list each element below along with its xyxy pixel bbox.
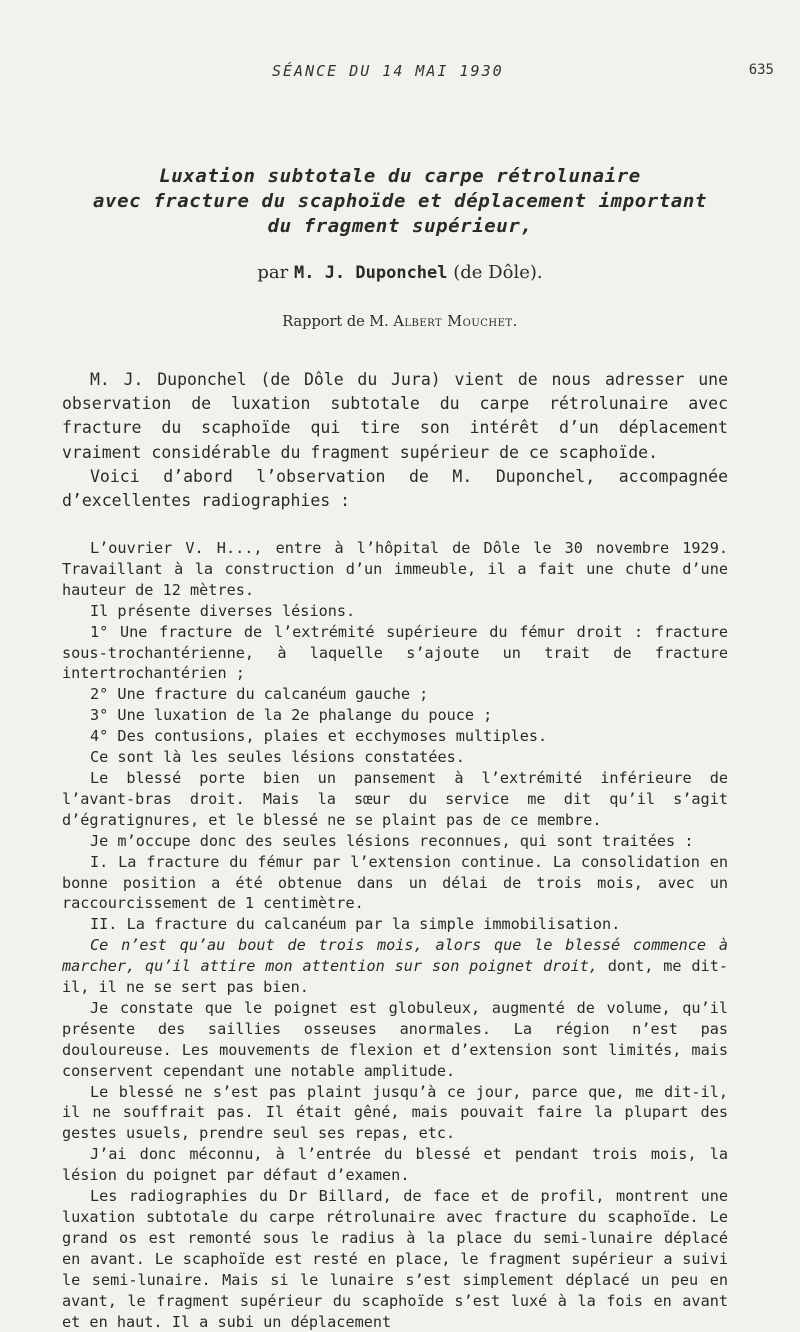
- case-paragraph: Le blessé porte bien un pansement à l’extrémité inférieure de l’avant-bras droit. Mais la sœur du service me dit qu’il s’agit d’égratignures, et le blessé ne se plaint pas de ce membre.: [62, 768, 728, 829]
- case-paragraph-italic: [62, 935, 728, 998]
- byline: [0, 262, 800, 283]
- running-head: [0, 62, 800, 86]
- running-head-title: SÉANCE DU 14 MAI 1930: [272, 62, 504, 80]
- intro-paragraph: Voici d’abord l’observation de M. Duponchel, accompagnée d’excellentes radiographies :: [62, 466, 728, 511]
- case-paragraph: Ce sont là les seules lésions constatées.: [90, 748, 465, 767]
- reporter-name: Albert Mouchet.: [393, 314, 518, 330]
- title-line: Luxation subtotale du carpe rétrolunaire: [159, 165, 641, 187]
- case-paragraph: II. La fracture du calcanéum par la simple immobilisation.: [90, 915, 621, 934]
- article-title: [60, 164, 740, 239]
- title-line: du fragment supérieur,: [267, 215, 533, 237]
- roman-text: dont, me dit-il, il ne se sert pas bien.: [62, 957, 728, 997]
- italic-text: Ce n’est qu’au bout de trois mois, alors que le blessé commence à marcher, qu’il attire mon attention sur son poignet droit,: [62, 936, 728, 976]
- case-paragraph: Les radiographies du Dr Billard, de face et de profil, montrent une luxation subtotale du carpe rétrolunaire avec fracture du scaphoïde. Le grand os est remonté sous le radius à la place du semi-lunaire déplacé en avant. Le scaphoïde est resté en place, le fragment supérieur a suivi le semi-lunaire. Mais si le lunaire s’est simplement déplacé un peu en avant, le fragment supérieur du scaphoïde s’est luxé à la fois en avant et en haut. Il a subi un déplacement: [62, 1187, 728, 1331]
- case-paragraph: Je m’occupe donc des seules lésions reconnues, qui sont traitées :: [90, 831, 694, 850]
- byline-prefix: par: [257, 262, 289, 283]
- author-name: M. J. Duponchel: [293, 263, 448, 283]
- intro-section: [62, 368, 728, 513]
- byline-suffix: (de Dôle).: [453, 262, 543, 283]
- intro-paragraph: M. J. Duponchel (de Dôle du Jura) vient de nous adresser une observation de luxation subtotale du carpe rétrolunaire avec fracture du scaphoïde qui tire son intérêt d’un déplacement vraiment considérable du fragment supérieur de ce scaphoïde.: [62, 370, 728, 462]
- case-paragraph: Il présente diverses lésions.: [90, 601, 356, 620]
- report-prefix: Rapport de M.: [282, 314, 389, 330]
- case-paragraph: 2° Une fracture du calcanéum gauche ;: [90, 685, 429, 704]
- case-paragraph: J’ai donc méconnu, à l’entrée du blessé et pendant trois mois, la lésion du poignet par défaut d’examen.: [62, 1145, 728, 1185]
- case-report: [62, 538, 728, 1332]
- case-paragraph: L’ouvrier V. H..., entre à l’hôpital de Dôle le 30 novembre 1929. Travaillant à la construction d’un immeuble, il a fait une chute d’une hauteur de 12 mètres.: [62, 539, 728, 599]
- case-paragraph: Je constate que le poignet est globuleux, augmenté de volume, qu’il présente des saillies osseuses anormales. La région n’est pas douloureuse. Les mouvements de flexion et d’extension sont limités, mais conservent cependant une notable amplitude.: [62, 998, 728, 1080]
- page-number: 635: [748, 62, 774, 78]
- title-line: avec fracture du scaphoïde et déplacement important: [93, 190, 707, 212]
- case-paragraph: 3° Une luxation de la 2e phalange du pouce ;: [90, 706, 493, 725]
- case-paragraph: 1° Une fracture de l’extrémité supérieure du fémur droit : fracture sous-trochantérienne, à laquelle s’ajoute un trait de fracture intertrochantérien ;: [62, 622, 728, 683]
- case-paragraph: 4° Des contusions, plaies et ecchymoses multiples.: [90, 727, 548, 746]
- case-paragraph: I. La fracture du fémur par l’extension continue. La consolidation en bonne position a été obtenue dans un délai de trois mois, avec un raccourcissement de 1 centimètre.: [62, 852, 728, 913]
- case-paragraph: Le blessé ne s’est pas plaint jusqu’à ce jour, parce que, me dit-il, il ne souffrait pas. Il était gêné, mais pouvait faire la plupart des gestes usuels, prendre seul ses repas, etc.: [62, 1082, 728, 1143]
- report-line: [0, 314, 800, 330]
